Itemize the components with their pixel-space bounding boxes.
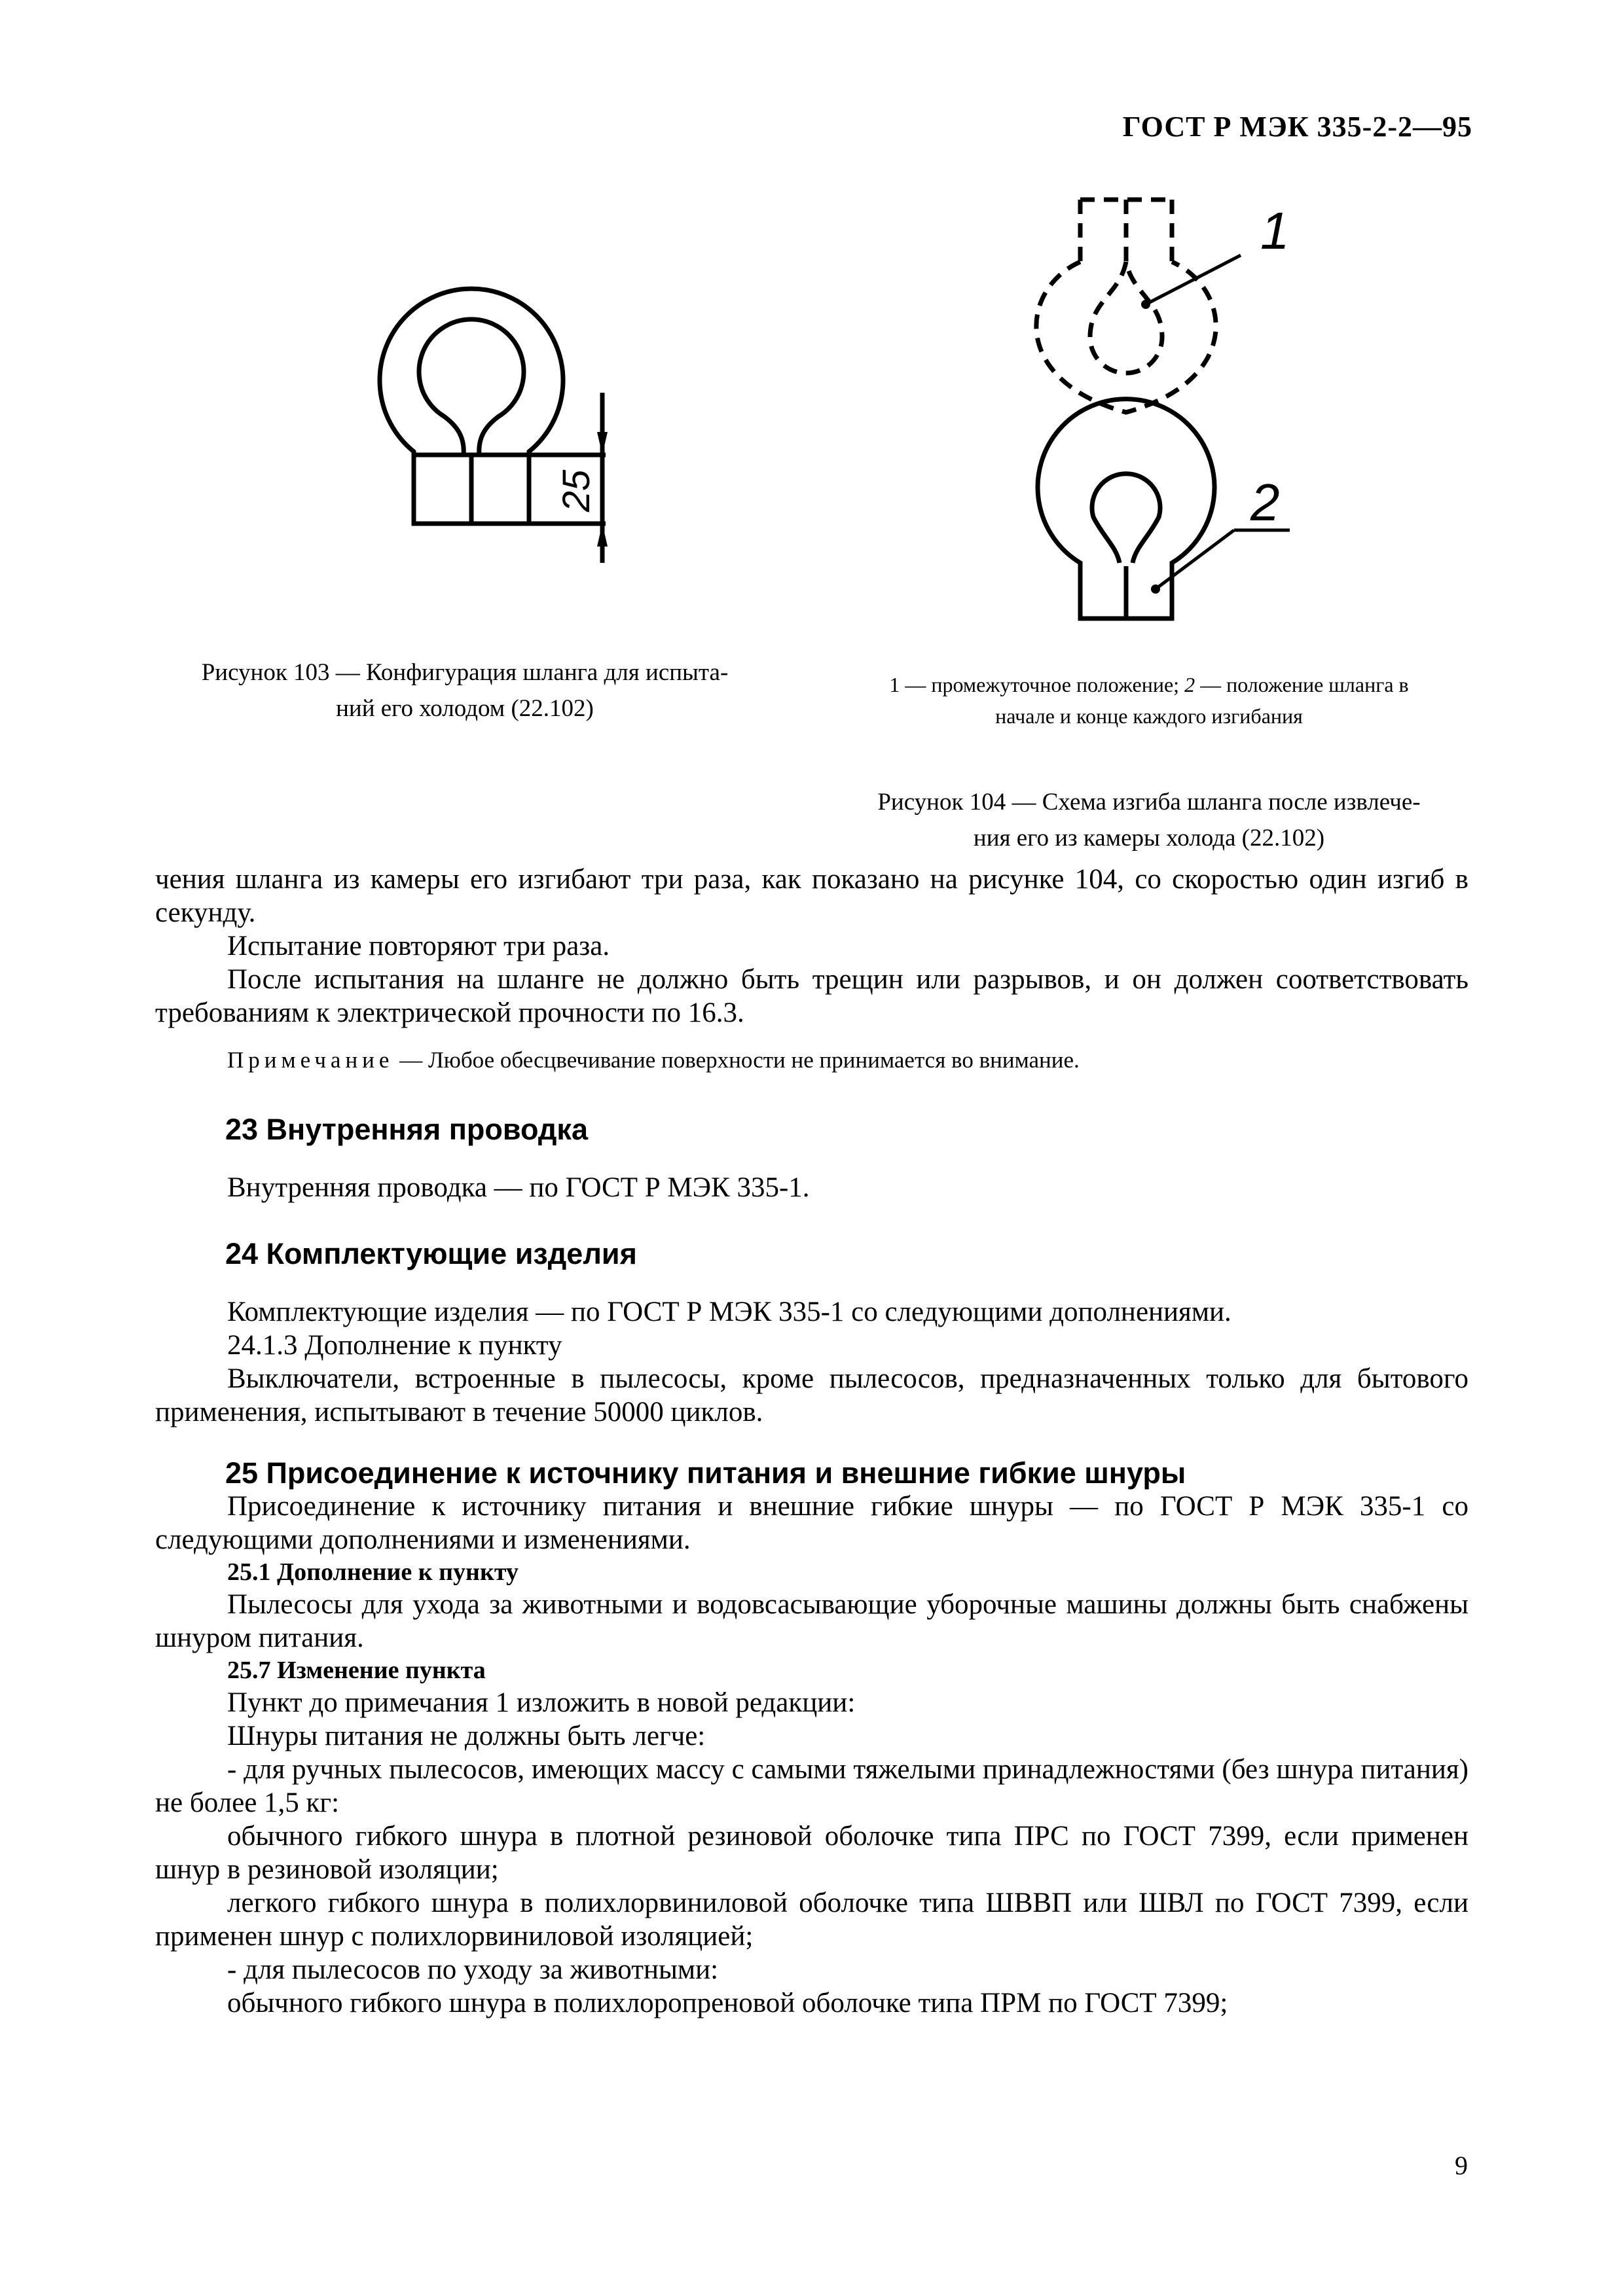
paragraph: чения шланга из камеры его изгибают три раза, как показано на рисунке 104, со скоростью один изгиб в секунду. <box>155 864 1468 928</box>
figure-104-label-1: 1 <box>1260 202 1290 260</box>
paragraph: Выключатели, встроенные в пылесосы, кроме пылесосов, предназначенных только для бытового применения, испытывают в течение 50000 циклов. <box>155 1363 1468 1427</box>
paragraph: 24.1.3 Дополнение к пункту <box>227 1330 562 1361</box>
dimension-arrow-bottom <box>597 524 608 547</box>
dimension-arrow-top <box>597 432 608 455</box>
dimension-label: 25 <box>555 469 598 512</box>
intermediate-position-outline <box>1036 200 1216 412</box>
paragraph: легкого гибкого шнура в полихлорвиниловой оболочке типа ШВВП или ШВЛ по ГОСТ 7399, если применен шнур с полихлорвиниловой изоляцией; <box>155 1888 1468 1952</box>
section-25-heading: 25 Присоединение к источнику питания и внешние гибкие шнуры <box>225 1456 1186 1490</box>
leader-dot-2 <box>1151 584 1160 594</box>
body-text <box>155 863 1468 2020</box>
paragraph: - для пылесосов по уходу за животными: <box>227 1954 719 1985</box>
figure-103-caption: Рисунок 103 — Конфигурация шланга для испыта- ний его холодом (22.102) <box>201 659 729 722</box>
paragraph: Пылесосы для ухода за животными и водовсасывающие уборочные машины должны быть снабжены шнуром питания. <box>155 1589 1468 1653</box>
paragraph: После испытания на шланге не должно быть трещин или разрывов, и он должен соответствовать требованиям к электрической прочности по 16.3. <box>155 964 1468 1028</box>
final-position-outline <box>1038 399 1214 619</box>
figure-104-drawing <box>982 190 1322 648</box>
subsection-25-1-heading: 25.1 Дополнение к пункту <box>227 1558 519 1586</box>
leader-dot-1 <box>1141 300 1150 309</box>
note: Примечание — Любое обесцвечивание поверхности не принимается во внимание. <box>227 1047 1080 1073</box>
page-number: 9 <box>1455 2151 1468 2180</box>
paragraph: - для ручных пылесосов, имеющих массу с самыми тяжелыми принадлежностями (без шнура питания) не более 1,5 кг: <box>155 1754 1468 1818</box>
leader-line-2 <box>1156 530 1234 589</box>
paragraph: Испытание повторяют три раза. <box>227 931 610 961</box>
paragraph: обычного гибкого шнура в полихлоропреновой оболочке типа ПРМ по ГОСТ 7399; <box>227 1988 1228 2018</box>
paragraph: Присоединение к источнику питания и внешние гибкие шнуры — по ГОСТ Р МЭК 335-1 со следующими дополнениями и изменениями. <box>155 1491 1468 1555</box>
section-24-heading: 24 Комплектующие изделия <box>225 1237 637 1270</box>
paragraph: Комплектующие изделия — по ГОСТ Р МЭК 335-1 со следующими дополнениями. <box>227 1297 1231 1327</box>
figure-103-drawing <box>367 236 642 576</box>
leader-line-1 <box>1146 255 1241 304</box>
figure-104-caption: Рисунок 104 — Схема изгиба шланга после извлече- ния его из камеры холода (22.102) <box>877 789 1421 852</box>
paragraph: Пункт до примечания 1 изложить в новой редакции: <box>227 1687 856 1718</box>
paragraph: Внутренняя проводка — по ГОСТ Р МЭК 335-1. <box>227 1172 810 1203</box>
paragraph: обычного гибкого шнура в плотной резиновой оболочке типа ПРС по ГОСТ 7399, если применен шнур в резиновой изоляции; <box>155 1821 1468 1885</box>
figure-104-legend: 1 — промежуточное положение; 2 — положение шланга в начале и конце каждого изгибания <box>889 673 1409 728</box>
subsection-25-7-heading: 25.7 Изменение пункта <box>227 1657 486 1684</box>
section-23-heading: 23 Внутренняя проводка <box>225 1113 588 1146</box>
document-header: ГОСТ Р МЭК 335-2-2—95 <box>1122 111 1472 143</box>
hose-inner-loop <box>419 319 524 455</box>
figure-104-label-2: 2 <box>1250 473 1280 531</box>
paragraph: Шнуры питания не должны быть легче: <box>227 1721 706 1751</box>
